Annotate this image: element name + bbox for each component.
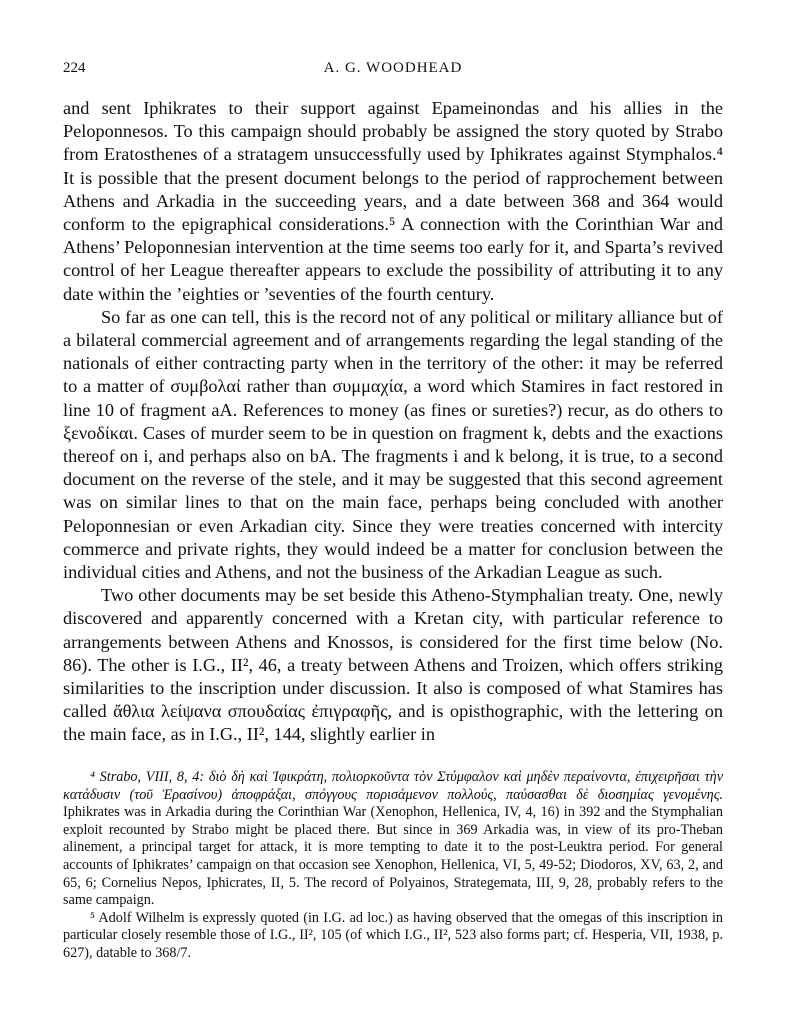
footnote-4-greek-quote: ⁴ Strabo, VIII, 8, 4: διὸ δὴ καὶ Ἰφικράτη, πολιορκοῦντα τὸν Στύμφαλον καὶ μηδὲν περαίνοντα, ἐπιχειρῆσαι τὴν κατάδυσιν (τοῦ Ἐρασίνου) ἀποφράξαι, σπόγγους πορισάμενον πολλούς, παύσασθαι δὲ διοσημίας γενομένης.	[63, 769, 723, 803]
paragraph-3: Two other documents may be set beside this Atheno-Stymphalian treaty. One, newly discovered and apparently concerned with a Kretan city, with particular reference to arrangements between Athens and Knossos, is considered for the first time below (No. 86). The other is I.G., II², 46, a treaty between Athens and Troizen, which offers striking similarities to the inscription under discussion. It also is composed of what Stamires has called ἄθλια λείψανα σπουδαίας ἐπιγραφῆς, and is opisthographic, with the lettering on the main face, as in I.G., II², 144, slightly earlier in	[63, 585, 724, 745]
footnote-4-text: Iphikrates was in Arkadia during the Corinthian War (Xenophon, Hellenica, IV, 4, 16) in 392 and the Stymphalian exploit recounted by Strabo might be placed there. But since in 369 Arkadia was, in view of its pro-Theban alinement, a principal target for attack, it is more tempting to date it to the post-Leuktra period. For general accounts of Iphikrates’ campaign on that occasion see Xenophon, Hellenica, VI, 5, 49-52; Diodoros, XV, 63, 2, and 65, 6; Cornelius Nepos, Iphicrates, II, 5. The record of Polyainos, Strategemata, III, 9, 28, probably refers to the same campaign.	[63, 804, 723, 909]
running-head	[63, 60, 723, 84]
paragraph-2: So far as one can tell, this is the record not of any political or military alliance but of a bilateral commercial agreement and of arrangements regarding the legal standing of the nationals of either contracting party when in the territory of the other: it may be referred to a matter of συμβολαί rather than συμμαχία, a word which Stamires in fact restored in line 10 of fragment aA. References to money (as fines or sureties?) recur, as do others to ξενοδίκαι. Cases of murder seem to be in question on fragment k, debts and the exactions thereof on i, and perhaps also on bA. The fragments i and k belong, it is true, to a second document on the reverse of the stele, and it may be suggested that this second agreement was on similar lines to that on the main face, perhaps being concluded with another Peloponnesian or even Arkadian city. Since they were treaties concerned with intercity commerce and private rights, they would indeed be a matter for conclusion between the individual cities and Athens, and not the business of the Arkadian League as such.	[63, 306, 723, 583]
page-number: 224	[63, 60, 86, 76]
footnote-5: ⁵ Adolf Wilhelm is expressly quoted (in I.G. ad loc.) as having observed that the omegas of this inscription in particular closely resemble those of I.G., II², 105 (of which I.G., II², 523 also forms part; cf. Hesperia, VII, 1938, p. 627), datable to 368/7.	[63, 909, 723, 961]
body-text	[63, 97, 723, 747]
footnotes	[63, 769, 723, 963]
footnote-4	[63, 769, 723, 910]
running-head-author: A. G. WOODHEAD	[323, 60, 463, 76]
paragraph-1: and sent Iphikrates to their support against Epameinondas and his allies in the Peloponnesos. To this campaign should probably be assigned the story quoted by Strabo from Eratosthenes of a stratagem unsuccessfully used by Iphikrates against Stymphalos.⁴ It is possible that the present document belongs to the period of rapprochement between Athens and Arkadia in the succeeding years, and a date between 368 and 364 would conform to the epigraphical considerations.⁵ A connection with the Corinthian War and Athens’ Peloponnesian intervention at the time seems too early for it, and Sparta’s revived control of her League thereafter appears to exclude the possibility of attributing it to any date within the ’eighties or ’seventies of the fourth century.	[63, 98, 723, 304]
